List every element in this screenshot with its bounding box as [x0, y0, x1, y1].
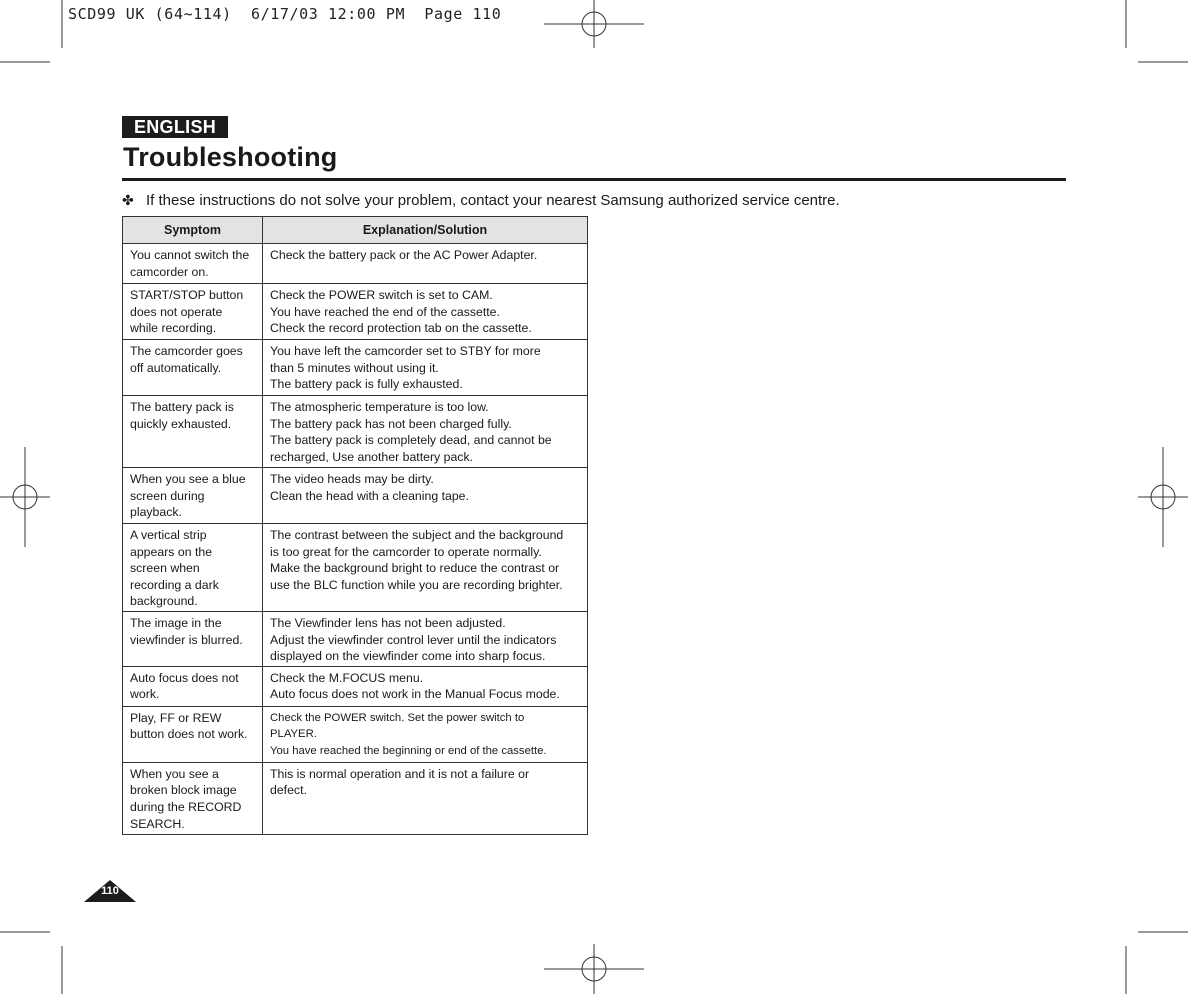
- symptom-line: work.: [130, 687, 160, 702]
- solution-line: Make the background bright to reduce the contrast or: [270, 561, 560, 576]
- header-symptom: Symptom: [123, 217, 263, 244]
- solution-cell: [263, 612, 588, 667]
- solution-line: Check the record protection tab on the cassette.: [270, 321, 532, 336]
- solution-line: The battery pack is completely dead, and cannot be: [270, 433, 552, 448]
- table-row: [123, 762, 588, 834]
- solution-line: The atmospheric temperature is too low.: [270, 400, 489, 414]
- solution-line: The battery pack has not been charged fully.: [270, 416, 512, 431]
- table-row: [123, 612, 588, 667]
- symptom-cell: [123, 468, 263, 524]
- solution-line: than 5 minutes without using it.: [270, 360, 439, 375]
- table-row: [123, 396, 588, 468]
- service-note-text: If these instructions do not solve your problem, contact your nearest Samsung authorized service centre.: [146, 192, 840, 209]
- table-row: [123, 666, 588, 706]
- solution-line: Check the POWER switch is set to CAM.: [270, 288, 493, 302]
- symptom-line: The camcorder goes: [130, 344, 243, 358]
- symptom-cell: [123, 666, 263, 706]
- solution-cell: [263, 284, 588, 340]
- registration-mark-right: [1138, 447, 1188, 547]
- page-title: Troubleshooting: [123, 142, 338, 172]
- title-rule: [122, 178, 1066, 181]
- symptom-line: playback.: [130, 505, 182, 520]
- table-row: [123, 284, 588, 340]
- symptom-line: When you see a: [130, 766, 219, 781]
- symptom-line: broken block image: [130, 783, 237, 798]
- symptom-cell: [123, 340, 263, 396]
- symptom-cell: [123, 524, 263, 612]
- solution-line: Adjust the viewfinder control lever until the indicators: [270, 632, 557, 647]
- symptom-line: off automatically.: [130, 360, 222, 375]
- solution-line: You have reached the end of the cassette.: [270, 304, 500, 319]
- solution-line: PLAYER.: [270, 728, 317, 741]
- bullet-icon: ✤: [122, 192, 134, 208]
- symptom-line: viewfinder is blurred.: [130, 632, 243, 647]
- symptom-line: Play, FF or REW: [130, 710, 222, 725]
- solution-line: use the BLC function while you are recording brighter.: [270, 577, 563, 592]
- solution-cell: [263, 524, 588, 612]
- symptom-cell: [123, 612, 263, 667]
- table-row: [123, 244, 588, 284]
- symptom-cell: [123, 706, 263, 762]
- symptom-line: button does not work.: [130, 727, 248, 742]
- solution-line: The Viewfinder lens has not been adjusted.: [270, 616, 506, 630]
- solution-cell: [263, 340, 588, 396]
- solution-line: The battery pack is fully exhausted.: [270, 377, 463, 392]
- solution-line: defect.: [270, 783, 307, 798]
- solution-cell: [263, 666, 588, 706]
- symptom-line: appears on the: [130, 544, 213, 559]
- solution-line: The video heads may be dirty.: [270, 472, 434, 486]
- solution-line: is too great for the camcorder to operate normally.: [270, 544, 542, 559]
- symptom-cell: [123, 284, 263, 340]
- solution-line: You have left the camcorder set to STBY for more: [270, 344, 541, 358]
- table-row: [123, 706, 588, 762]
- solution-line: Check the POWER switch. Set the power switch to: [270, 711, 525, 724]
- table-header-row: [123, 217, 588, 244]
- solution-line: You have reached the beginning or end of the cassette.: [270, 744, 547, 757]
- symptom-line: The image in the: [130, 616, 222, 630]
- solution-line: This is normal operation and it is not a failure or: [270, 766, 530, 781]
- symptom-line: The battery pack is: [130, 400, 234, 414]
- symptom-line: screen during: [130, 488, 205, 503]
- language-tab: ENGLISH: [122, 116, 228, 138]
- service-note: [122, 192, 840, 209]
- symptom-line: background.: [130, 594, 198, 609]
- registration-mark-bottom: [544, 944, 644, 994]
- table-row: [123, 468, 588, 524]
- symptom-line: SEARCH.: [130, 816, 185, 831]
- symptom-cell: [123, 762, 263, 834]
- table-row: [123, 340, 588, 396]
- symptom-line: START/STOP button: [130, 288, 244, 302]
- symptom-line: while recording.: [130, 321, 217, 336]
- solution-cell: [263, 706, 588, 762]
- solution-line: Check the battery pack or the AC Power Adapter.: [270, 248, 538, 262]
- symptom-line: camcorder on.: [130, 264, 209, 279]
- solution-line: recharged, Use another battery pack.: [270, 449, 474, 464]
- solution-cell: [263, 468, 588, 524]
- symptom-line: A vertical strip: [130, 528, 207, 542]
- troubleshooting-table: [122, 216, 588, 835]
- solution-cell: [263, 396, 588, 468]
- solution-cell: [263, 762, 588, 834]
- symptom-line: during the RECORD: [130, 799, 242, 814]
- solution-line: Check the M.FOCUS menu.: [270, 670, 424, 685]
- symptom-line: When you see a blue: [130, 472, 246, 486]
- registration-mark-top: [544, 0, 644, 48]
- symptom-line: recording a dark: [130, 577, 219, 592]
- solution-line: Auto focus does not work in the Manual Focus mode.: [270, 687, 560, 702]
- solution-line: displayed on the viewfinder come into sharp focus.: [270, 649, 546, 664]
- symptom-cell: [123, 244, 263, 284]
- symptom-line: Auto focus does not: [130, 670, 239, 685]
- print-slug-line: SCD99 UK (64~114) 6/17/03 12:00 PM Page 110: [68, 5, 502, 23]
- symptom-line: You cannot switch the: [130, 248, 250, 262]
- symptom-cell: [123, 396, 263, 468]
- solution-cell: [263, 244, 588, 284]
- solution-line: Clean the head with a cleaning tape.: [270, 488, 469, 503]
- page-number: 110: [101, 885, 119, 897]
- symptom-line: does not operate: [130, 304, 223, 319]
- table-row: [123, 524, 588, 612]
- solution-line: The contrast between the subject and the background: [270, 528, 564, 542]
- symptom-line: quickly exhausted.: [130, 416, 232, 431]
- symptom-line: screen when: [130, 561, 200, 576]
- header-solution: Explanation/Solution: [263, 217, 588, 244]
- registration-mark-left: [0, 447, 50, 547]
